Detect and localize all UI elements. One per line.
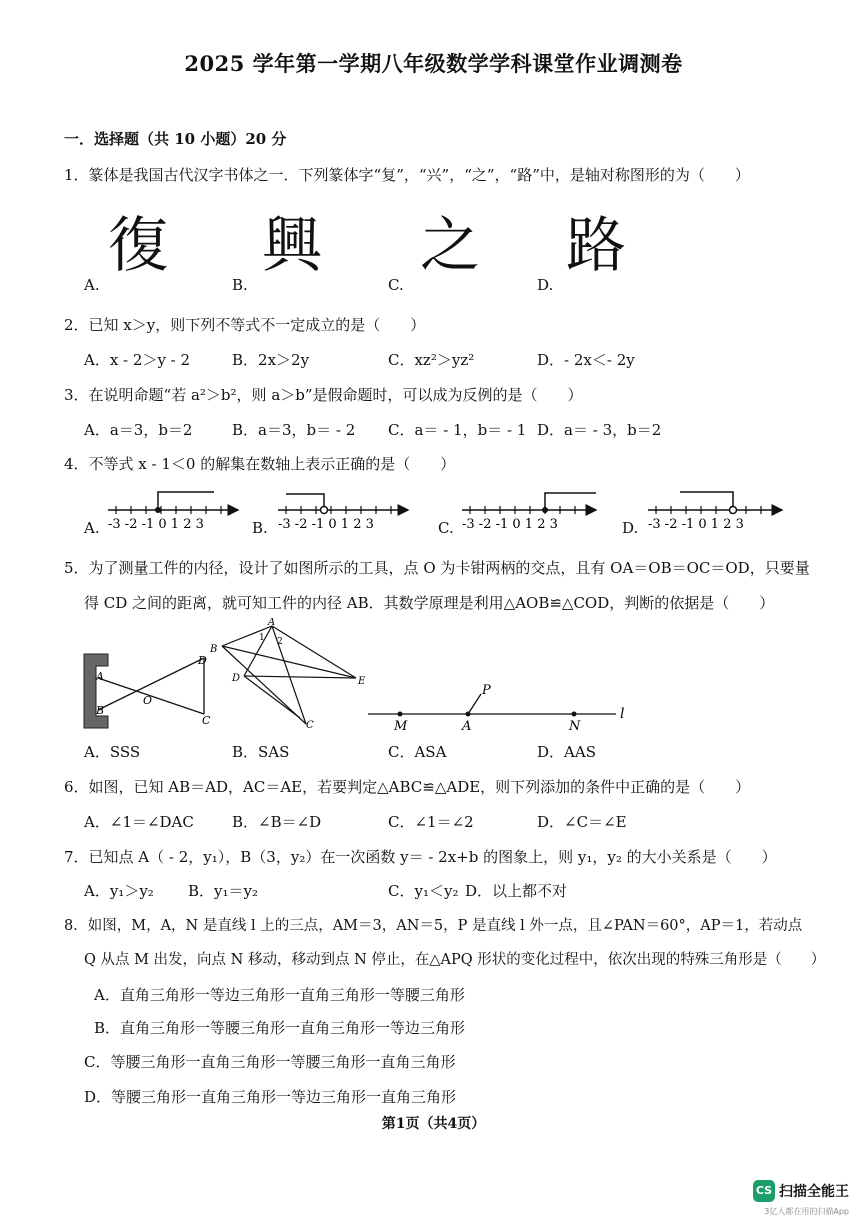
q1-option-d: D. bbox=[537, 276, 554, 294]
triangle-angle-1: 1 bbox=[259, 633, 265, 643]
triangle-label-d: D bbox=[232, 673, 241, 684]
q1-seal-glyph-lu: 路 bbox=[566, 211, 626, 281]
caliper-label-c: C bbox=[202, 714, 211, 727]
line-label-a: A bbox=[462, 719, 472, 734]
line-label-l: l bbox=[620, 706, 625, 722]
q7-option-b: B．y₁＝y₂ bbox=[188, 882, 258, 900]
q8-option-b: B．直角三角形一等腰三角形一直角三角形一等边三角形 bbox=[94, 1019, 466, 1037]
scanner-tagline: 3亿人都在用的扫描App bbox=[764, 1207, 849, 1216]
caliper-label-a: A bbox=[96, 670, 104, 683]
q4-option-b: B. bbox=[252, 519, 268, 537]
triangle-label-c: C bbox=[306, 720, 314, 731]
q3-option-b: B．a＝3，b＝ - 2 bbox=[232, 421, 356, 439]
q6-option-b: B．∠B＝∠D bbox=[232, 813, 322, 831]
question-5-stem-line1: 5．为了测量工件的内径，设计了如图所示的工具，点 O 为卡钳两柄的交点，且有 OA＝OB＝OC＝OD，只要量 bbox=[64, 559, 810, 577]
q2-option-d: D．- 2x＜- 2y bbox=[537, 351, 635, 369]
q7-option-d: D．以上都不对 bbox=[465, 882, 568, 900]
caliper-label-b: B bbox=[96, 704, 105, 717]
question-7-stem: 7．已知点 A（ - 2，y₁），B（3，y₂）在一次函数 y＝ - 2x+b 的图象上，则 y₁，y₂ 的大小关系是（ ） bbox=[64, 848, 777, 866]
q5-option-a: A．SSS bbox=[84, 743, 141, 761]
question-6-stem: 6．如图，已知 AB＝AD，AC＝AE，若要判定△ABC≌△ADE，则下列添加的条件中正确的是（ ） bbox=[64, 778, 751, 796]
number-line-b bbox=[278, 494, 408, 532]
q4-option-a: A. bbox=[84, 519, 100, 537]
line-label-p: P bbox=[482, 683, 491, 698]
q5-option-d: D．AAS bbox=[537, 743, 596, 761]
triangle-label-a: A bbox=[268, 618, 276, 628]
question-4-stem: 4．不等式 x - 1＜0 的解集在数轴上表示正确的是（ ） bbox=[64, 455, 456, 473]
q1-option-a: A. bbox=[84, 276, 100, 294]
number-line-a-ticks: -3 -2 -1 0 1 2 3 bbox=[108, 517, 204, 532]
number-line-c bbox=[462, 493, 596, 532]
scanner-name: 扫描全能王 bbox=[779, 1184, 849, 1200]
q8-option-d: D．等腰三角形一直角三角形一等边三角形一直角三角形 bbox=[84, 1088, 457, 1106]
q4-option-c: C. bbox=[438, 519, 454, 537]
triangle-label-e: E bbox=[358, 676, 366, 687]
q4-option-d: D. bbox=[622, 519, 639, 537]
scanner-watermark bbox=[753, 1180, 849, 1202]
section-heading: 一．选择题（共 10 小题）20 分 bbox=[64, 130, 287, 148]
q5-q6-q8-figures bbox=[0, 618, 867, 743]
q3-option-d: D．a＝ - 3，b＝2 bbox=[537, 421, 662, 439]
caliper-label-o: O bbox=[143, 694, 153, 707]
q1-option-c: C. bbox=[388, 276, 404, 294]
q1-seal-glyph-fu: 復 bbox=[108, 211, 168, 281]
line-label-n: N bbox=[569, 719, 581, 734]
line-label-m: M bbox=[394, 719, 408, 734]
page-title: 2025 学年第一学期八年级数学学科课堂作业调测卷 bbox=[184, 51, 683, 76]
q2-option-b: B．2x＞2y bbox=[232, 351, 310, 369]
question-2-stem: 2．已知 x＞y，则下列不等式不一定成立的是（ ） bbox=[64, 316, 426, 334]
q6-option-c: C．∠1＝∠2 bbox=[388, 813, 474, 831]
q8-option-a: A．直角三角形一等边三角形一直角三角形一等腰三角形 bbox=[94, 986, 465, 1004]
number-line-a bbox=[108, 492, 238, 532]
triangle-figure bbox=[209, 618, 366, 731]
triangle-angle-2: 2 bbox=[277, 637, 283, 647]
number-line-figures bbox=[0, 480, 867, 540]
number-line-d-ticks: -3 -2 -1 0 1 2 3 bbox=[648, 517, 744, 532]
question-5-stem-line2: 得 CD 之间的距离，就可知工件的内径 AB．其数学原理是利用△AOB≌△COD，判断的依据是（ ） bbox=[84, 594, 775, 612]
caliper-figure bbox=[84, 654, 211, 728]
page-footer: 第1页（共4页） bbox=[381, 1116, 486, 1132]
q2-option-c: C．xz²＞yz² bbox=[388, 351, 475, 369]
scanner-logo-icon: CS bbox=[753, 1180, 775, 1202]
question-1-stem: 1．篆体是我国古代汉字书体之一．下列篆体字“复”，“兴”，“之”，“路”中，是轴对称图形的为（ ） bbox=[64, 166, 750, 184]
q8-option-c: C．等腰三角形一直角三角形一等腰三角形一直角三角形 bbox=[84, 1053, 456, 1071]
q7-option-c: C．y₁＜y₂ bbox=[388, 882, 459, 900]
q6-option-d: D．∠C＝∠E bbox=[537, 813, 627, 831]
q6-option-a: A．∠1＝∠DAC bbox=[84, 813, 194, 831]
q1-option-b: B. bbox=[232, 276, 248, 294]
q5-option-b: B．SAS bbox=[232, 743, 290, 761]
line-l-figure bbox=[368, 683, 624, 734]
q5-option-c: C．ASA bbox=[388, 743, 447, 761]
number-line-c-ticks: -3 -2 -1 0 1 2 3 bbox=[462, 517, 558, 532]
q1-seal-glyph-xing: 興 bbox=[262, 211, 322, 281]
q3-option-a: A．a＝3，b＝2 bbox=[84, 421, 193, 439]
question-3-stem: 3．在说明命题“若 a²＞b²，则 a＞b”是假命题时，可以成为反例的是（ ） bbox=[64, 386, 583, 404]
caliper-label-d: D bbox=[198, 654, 207, 667]
question-8-stem-line1: 8．如图，M，A，N 是直线 l 上的三点，AM＝3，AN＝5，P 是直线 l 外一点，且∠PAN＝60°，AP＝1，若动点 bbox=[64, 918, 803, 934]
question-8-stem-line2: Q 从点 M 出发，向点 N 移动，移动到点 N 停止，在△APQ 形状的变化过程中，依次出现的特殊三角形是（ ） bbox=[84, 952, 826, 968]
number-line-d bbox=[648, 492, 782, 532]
triangle-label-b: B bbox=[210, 644, 218, 655]
q2-option-a: A．x - 2＞y - 2 bbox=[84, 351, 191, 369]
q7-option-a: A．y₁＞y₂ bbox=[84, 882, 154, 900]
q1-seal-glyph-zhi: 之 bbox=[420, 211, 480, 281]
number-line-b-ticks: -3 -2 -1 0 1 2 3 bbox=[278, 517, 374, 532]
q3-option-c: C．a＝ - 1，b＝ - 1 bbox=[388, 421, 527, 439]
